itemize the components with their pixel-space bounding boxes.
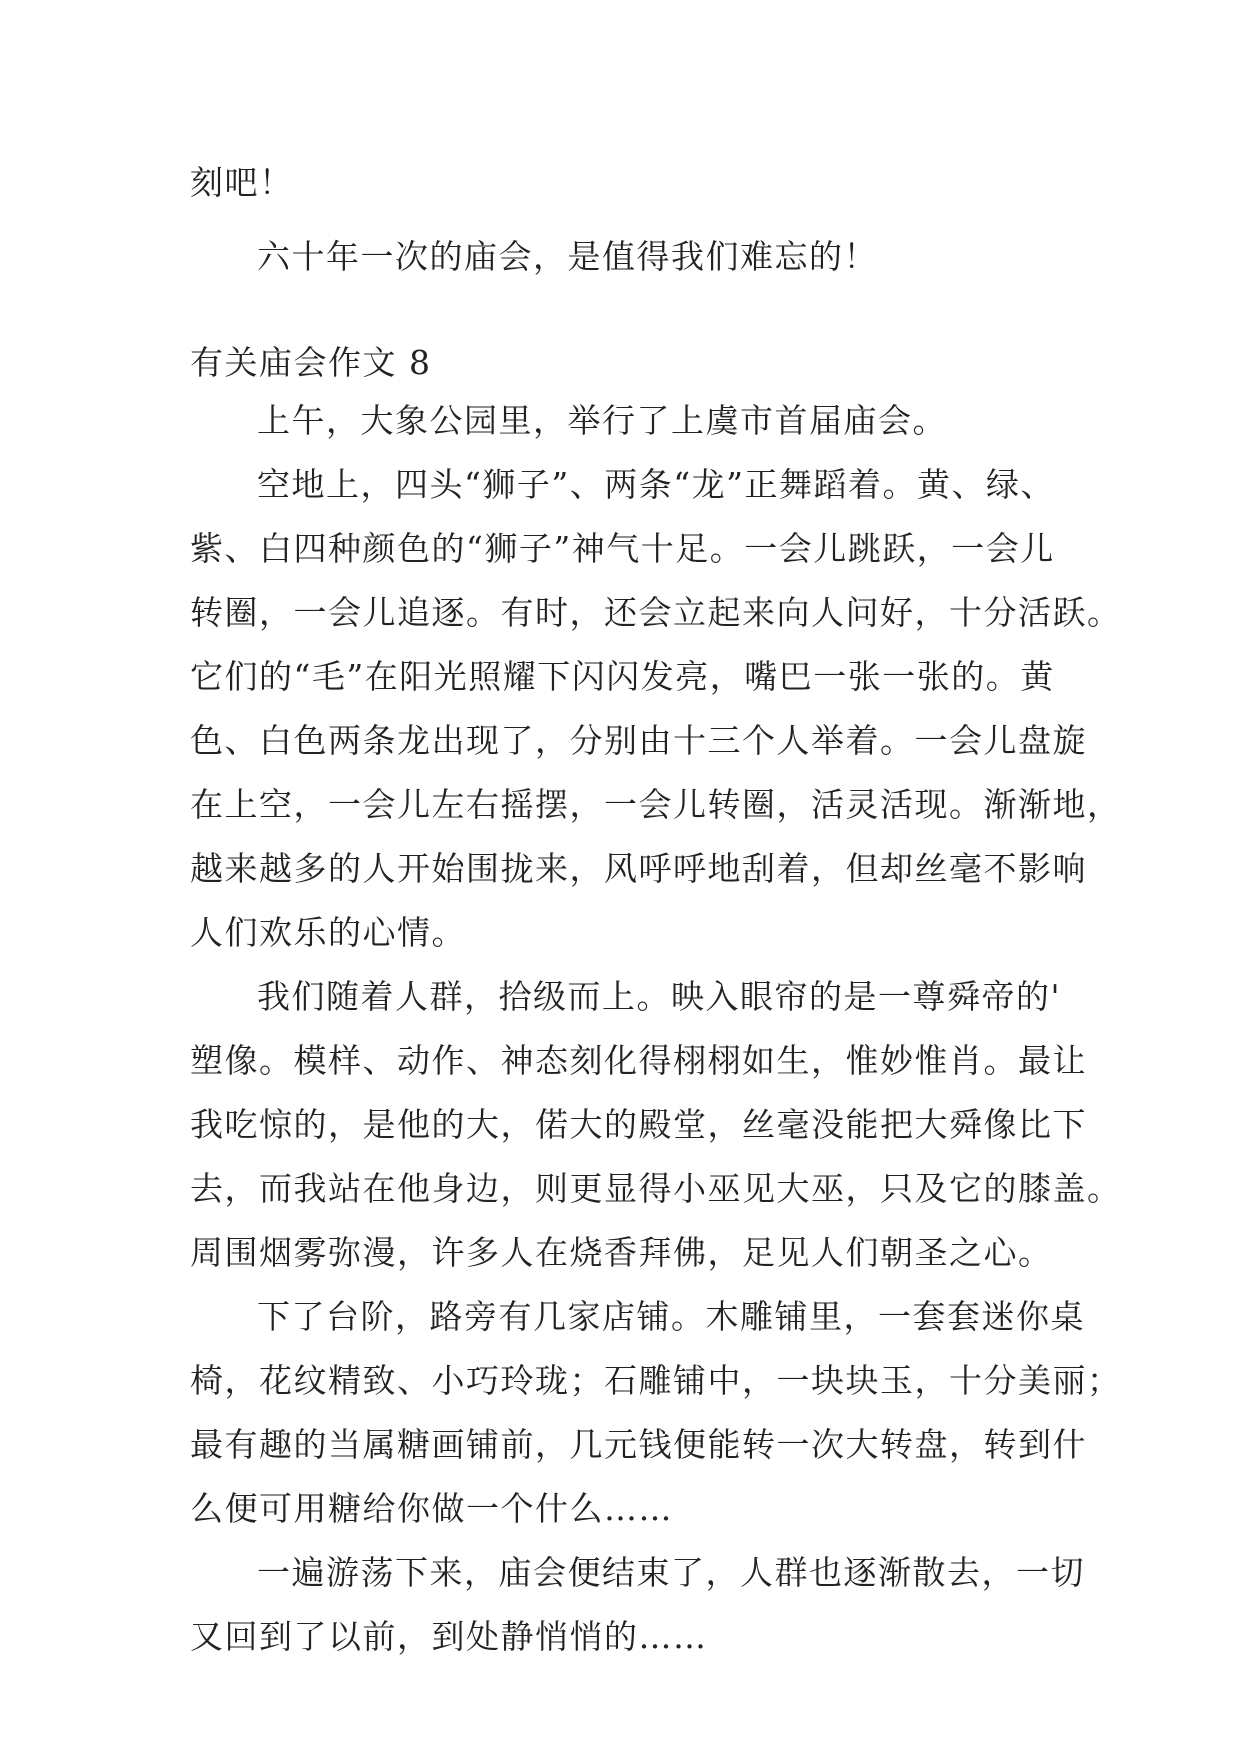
section-title: 有关庙会作文 8 bbox=[190, 343, 432, 382]
text-line: 六十年一次的庙会，是值得我们难忘的！ bbox=[257, 237, 878, 276]
text-line: 色、白色两条龙出现了，分别由十三个人举着。一会儿盘旋 bbox=[190, 721, 1087, 760]
text-line: 空地上，四头“狮子”、两条“龙”正舞蹈着。黄、绿、 bbox=[257, 465, 1055, 504]
text-line: 在上空，一会儿左右摇摆，一会儿转圈，活灵活现。渐渐地， bbox=[190, 785, 1122, 824]
text-line: 上午，大象公园里，举行了上虞市首届庙会。 bbox=[257, 401, 947, 440]
text-line: 椅，花纹精致、小巧玲珑；石雕铺中，一块块玉，十分美丽； bbox=[190, 1361, 1122, 1400]
text-line: 下了台阶，路旁有几家店铺。木雕铺里，一套套迷你桌 bbox=[257, 1297, 1085, 1336]
text-line: 人们欢乐的心情。 bbox=[190, 913, 466, 952]
text-line: 么便可用糖给你做一个什么…… bbox=[190, 1489, 673, 1528]
text-line: 转圈，一会儿追逐。有时，还会立起来向人问好，十分活跃。 bbox=[190, 593, 1122, 632]
text-line: 去，而我站在他身边，则更显得小巫见大巫，只及它的膝盖。 bbox=[190, 1169, 1122, 1208]
text-line: 周围烟雾弥漫，许多人在烧香拜佛，足见人们朝圣之心。 bbox=[190, 1233, 1053, 1272]
text-line: 最有趣的当属糖画铺前，几元钱便能转一次大转盘，转到什 bbox=[190, 1425, 1087, 1464]
text-line: 我们随着人群，拾级而上。映入眼帘的是一尊舜帝的' bbox=[257, 977, 1062, 1016]
text-line: 越来越多的人开始围拢来，风呼呼地刮着，但却丝毫不影响 bbox=[190, 849, 1087, 888]
text-line: 一遍游荡下来，庙会便结束了，人群也逐渐散去，一切 bbox=[257, 1553, 1085, 1592]
text-line: 我吃惊的，是他的大，偌大的殿堂，丝毫没能把大舜像比下 bbox=[190, 1105, 1087, 1144]
text-line: 又回到了以前，到处静悄悄的…… bbox=[190, 1617, 708, 1656]
text-line: 刻吧！ bbox=[190, 163, 294, 202]
text-line: 塑像。模样、动作、神态刻化得栩栩如生，惟妙惟肖。最让 bbox=[190, 1041, 1087, 1080]
text-line: 紫、白四种颜色的“狮子”神气十足。一会儿跳跃，一会儿 bbox=[190, 529, 1055, 568]
text-line: 它们的“毛”在阳光照耀下闪闪发亮，嘴巴一张一张的。黄 bbox=[190, 657, 1055, 696]
